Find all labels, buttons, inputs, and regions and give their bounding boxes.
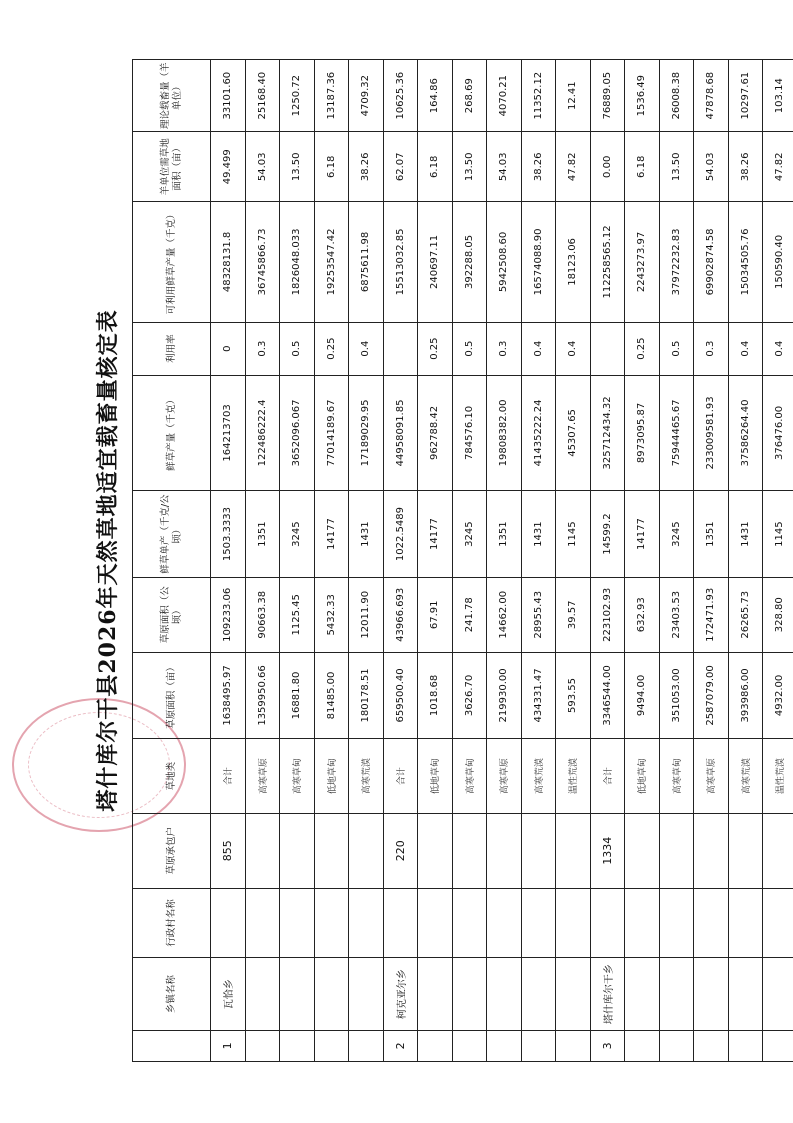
cell-area-per-unit: 13.50 xyxy=(659,132,694,202)
cell-area-ha: 241.78 xyxy=(452,577,487,652)
cell-yield-per-ha: 1431 xyxy=(349,491,384,578)
cell-area-mu: 9494.00 xyxy=(625,652,660,739)
cell-township xyxy=(418,958,453,1030)
cell-grass-type: 合计 xyxy=(211,739,246,814)
cell-utilization: 0.3 xyxy=(694,322,729,375)
cell-grass-type: 温性荒漠 xyxy=(556,739,591,814)
cell-households xyxy=(452,813,487,888)
table-row xyxy=(590,60,625,1062)
cell-township xyxy=(349,958,384,1030)
table-row xyxy=(556,60,591,1062)
header-households: 草原承包户 xyxy=(133,813,211,888)
cell-utilization: 0.25 xyxy=(625,322,660,375)
cell-area-per-unit: 38.26 xyxy=(349,132,384,202)
cell-utilization: 0.25 xyxy=(418,322,453,375)
cell-usable-yield: 240697.11 xyxy=(418,202,453,322)
cell-grass-type: 高寒草甸 xyxy=(452,739,487,814)
cell-households xyxy=(245,813,280,888)
cell-area-mu: 81485.00 xyxy=(314,652,349,739)
cell-grass-type: 温性荒漠 xyxy=(763,739,793,814)
cell-area-per-unit: 54.03 xyxy=(694,132,729,202)
cell-area-ha: 67.91 xyxy=(418,577,453,652)
cell-area-mu: 4932.00 xyxy=(763,652,793,739)
cell-total-yield: 8973095.87 xyxy=(625,375,660,491)
cell-total-yield: 233009581.93 xyxy=(694,375,729,491)
cell-township xyxy=(728,958,763,1030)
cell-village xyxy=(245,888,280,958)
cell-township xyxy=(556,958,591,1030)
cell-township xyxy=(314,958,349,1030)
cell-capacity: 164.86 xyxy=(418,60,453,132)
cell-total-yield: 962788.42 xyxy=(418,375,453,491)
header-index xyxy=(133,1030,211,1061)
cell-grass-type: 高寒草甸 xyxy=(280,739,315,814)
cell-households: 220 xyxy=(383,813,418,888)
cell-village xyxy=(659,888,694,958)
header-village: 行政村名称 xyxy=(133,888,211,958)
header-area-ha: 草原面积（公顷） xyxy=(133,577,211,652)
cell-village xyxy=(314,888,349,958)
cell-yield-per-ha: 14599.2 xyxy=(590,491,625,578)
cell-area-ha: 328.80 xyxy=(763,577,793,652)
carrying-capacity-table xyxy=(132,59,793,1062)
cell-utilization: 0.5 xyxy=(659,322,694,375)
table-row xyxy=(521,60,556,1062)
table-row xyxy=(452,60,487,1062)
cell-area-per-unit: 54.03 xyxy=(245,132,280,202)
cell-area-per-unit: 38.26 xyxy=(728,132,763,202)
cell-index xyxy=(728,1030,763,1061)
cell-capacity: 12.41 xyxy=(556,60,591,132)
cell-total-yield: 164213703 xyxy=(211,375,246,491)
cell-area-ha: 90663.38 xyxy=(245,577,280,652)
table-row xyxy=(349,60,384,1062)
cell-usable-yield: 150590.40 xyxy=(763,202,793,322)
table-row xyxy=(211,60,246,1062)
cell-village xyxy=(763,888,793,958)
cell-area-per-unit: 6.18 xyxy=(418,132,453,202)
cell-township xyxy=(521,958,556,1030)
rotated-table-sheet xyxy=(90,59,787,1062)
cell-area-mu: 593.55 xyxy=(556,652,591,739)
header-township: 乡镇名称 xyxy=(133,958,211,1030)
cell-grass-type: 合计 xyxy=(383,739,418,814)
cell-area-per-unit: 0.00 xyxy=(590,132,625,202)
cell-utilization: 0.25 xyxy=(314,322,349,375)
cell-capacity: 1536.49 xyxy=(625,60,660,132)
cell-area-mu: 219930.00 xyxy=(487,652,522,739)
cell-total-yield: 45307.65 xyxy=(556,375,591,491)
table-body xyxy=(211,60,793,1062)
header-utilization: 利用率 xyxy=(133,322,211,375)
table-row xyxy=(418,60,453,1062)
cell-yield-per-ha: 1022.5489 xyxy=(383,491,418,578)
cell-total-yield: 122486222.4 xyxy=(245,375,280,491)
cell-usable-yield: 5942508.60 xyxy=(487,202,522,322)
cell-area-ha: 12011.90 xyxy=(349,577,384,652)
cell-index xyxy=(763,1030,793,1061)
cell-households xyxy=(763,813,793,888)
cell-area-mu: 351053.00 xyxy=(659,652,694,739)
cell-area-ha: 39.57 xyxy=(556,577,591,652)
cell-index xyxy=(625,1030,660,1061)
cell-grass-type: 高寒荒漠 xyxy=(728,739,763,814)
cell-index: 1 xyxy=(211,1030,246,1061)
cell-township: 柯克亚尔乡 xyxy=(383,958,418,1030)
cell-area-mu: 3346544.00 xyxy=(590,652,625,739)
cell-grass-type: 高寒草原 xyxy=(694,739,729,814)
cell-total-yield: 77014189.67 xyxy=(314,375,349,491)
cell-households xyxy=(556,813,591,888)
cell-usable-yield: 392288.05 xyxy=(452,202,487,322)
cell-capacity: 33101.60 xyxy=(211,60,246,132)
cell-area-mu: 2587079.00 xyxy=(694,652,729,739)
header-grass-type: 草地类 xyxy=(133,739,211,814)
cell-yield-per-ha: 14177 xyxy=(625,491,660,578)
cell-utilization: 0.5 xyxy=(280,322,315,375)
cell-grass-type: 高寒草甸 xyxy=(659,739,694,814)
cell-yield-per-ha: 1145 xyxy=(763,491,793,578)
table-row xyxy=(314,60,349,1062)
cell-households xyxy=(487,813,522,888)
cell-utilization: 0.4 xyxy=(728,322,763,375)
cell-capacity: 103.14 xyxy=(763,60,793,132)
cell-township xyxy=(487,958,522,1030)
cell-total-yield: 37586264.40 xyxy=(728,375,763,491)
cell-area-mu: 1018.68 xyxy=(418,652,453,739)
cell-township xyxy=(280,958,315,1030)
cell-capacity: 76889.05 xyxy=(590,60,625,132)
cell-capacity: 10625.36 xyxy=(383,60,418,132)
cell-area-ha: 43966.693 xyxy=(383,577,418,652)
cell-village xyxy=(694,888,729,958)
table-header-row xyxy=(133,60,211,1062)
header-area-mu: 草原面积（亩） xyxy=(133,652,211,739)
cell-village xyxy=(590,888,625,958)
cell-index xyxy=(659,1030,694,1061)
cell-capacity: 1250.72 xyxy=(280,60,315,132)
cell-utilization: 0.3 xyxy=(245,322,280,375)
cell-area-mu: 393986.00 xyxy=(728,652,763,739)
cell-area-mu: 659500.40 xyxy=(383,652,418,739)
cell-yield-per-ha: 1145 xyxy=(556,491,591,578)
cell-utilization: 0.4 xyxy=(349,322,384,375)
cell-utilization xyxy=(383,322,418,375)
cell-usable-yield: 112258565.12 xyxy=(590,202,625,322)
cell-township: 塔什库尔干乡 xyxy=(590,958,625,1030)
cell-area-ha: 23403.53 xyxy=(659,577,694,652)
cell-township xyxy=(245,958,280,1030)
cell-village xyxy=(418,888,453,958)
cell-households xyxy=(625,813,660,888)
cell-village xyxy=(211,888,246,958)
table-row xyxy=(728,60,763,1062)
cell-area-ha: 26265.73 xyxy=(728,577,763,652)
cell-households xyxy=(280,813,315,888)
cell-township xyxy=(659,958,694,1030)
cell-usable-yield: 48328131.8 xyxy=(211,202,246,322)
cell-usable-yield: 69902874.58 xyxy=(694,202,729,322)
cell-area-mu: 3626.70 xyxy=(452,652,487,739)
cell-usable-yield: 6875611.98 xyxy=(349,202,384,322)
cell-village xyxy=(521,888,556,958)
cell-area-per-unit: 38.26 xyxy=(521,132,556,202)
cell-utilization xyxy=(590,322,625,375)
cell-total-yield: 3652096.067 xyxy=(280,375,315,491)
cell-utilization: 0.4 xyxy=(556,322,591,375)
cell-area-ha: 632.93 xyxy=(625,577,660,652)
cell-usable-yield: 36745866.73 xyxy=(245,202,280,322)
cell-area-per-unit: 49.499 xyxy=(211,132,246,202)
cell-households xyxy=(728,813,763,888)
cell-index xyxy=(280,1030,315,1061)
cell-index xyxy=(418,1030,453,1061)
table-row xyxy=(763,60,793,1062)
table-row xyxy=(245,60,280,1062)
cell-grass-type: 高寒草原 xyxy=(487,739,522,814)
cell-total-yield: 784576.10 xyxy=(452,375,487,491)
cell-area-ha: 109233.06 xyxy=(211,577,246,652)
header-capacity: 理论载畜量（羊单位） xyxy=(133,60,211,132)
cell-households: 1334 xyxy=(590,813,625,888)
cell-area-mu: 180178.51 xyxy=(349,652,384,739)
cell-area-ha: 1125.45 xyxy=(280,577,315,652)
document-title: 塔什库尔干县2026年天然草地适宜载畜量核定表 xyxy=(95,309,121,812)
cell-capacity: 10297.61 xyxy=(728,60,763,132)
cell-total-yield: 41435222.24 xyxy=(521,375,556,491)
cell-area-per-unit: 13.50 xyxy=(280,132,315,202)
cell-total-yield: 325712434.32 xyxy=(590,375,625,491)
cell-total-yield: 17189029.95 xyxy=(349,375,384,491)
table-row xyxy=(280,60,315,1062)
cell-households xyxy=(694,813,729,888)
cell-yield-per-ha: 3245 xyxy=(452,491,487,578)
table-row xyxy=(694,60,729,1062)
cell-yield-per-ha: 14177 xyxy=(418,491,453,578)
header-area-per-unit: 羊单位需草地面积（亩） xyxy=(133,132,211,202)
cell-index xyxy=(452,1030,487,1061)
cell-utilization: 0.3 xyxy=(487,322,522,375)
cell-households xyxy=(314,813,349,888)
cell-yield-per-ha: 1503.3333 xyxy=(211,491,246,578)
cell-township: 瓦恰乡 xyxy=(211,958,246,1030)
cell-village xyxy=(625,888,660,958)
table-row xyxy=(659,60,694,1062)
cell-yield-per-ha: 3245 xyxy=(659,491,694,578)
cell-index: 3 xyxy=(590,1030,625,1061)
cell-usable-yield: 16574088.90 xyxy=(521,202,556,322)
cell-capacity: 47878.68 xyxy=(694,60,729,132)
cell-total-yield: 19808382.00 xyxy=(487,375,522,491)
cell-yield-per-ha: 3245 xyxy=(280,491,315,578)
cell-index xyxy=(487,1030,522,1061)
table-row xyxy=(383,60,418,1062)
cell-grass-type: 高寒荒漠 xyxy=(349,739,384,814)
cell-area-per-unit: 6.18 xyxy=(314,132,349,202)
cell-utilization: 0.4 xyxy=(521,322,556,375)
cell-village xyxy=(728,888,763,958)
cell-usable-yield: 2243273.97 xyxy=(625,202,660,322)
cell-utilization: 0.5 xyxy=(452,322,487,375)
table-row xyxy=(487,60,522,1062)
cell-usable-yield: 15034505.76 xyxy=(728,202,763,322)
cell-households xyxy=(521,813,556,888)
cell-households xyxy=(418,813,453,888)
cell-area-mu: 16881.80 xyxy=(280,652,315,739)
cell-grass-type: 高寒荒漠 xyxy=(521,739,556,814)
cell-capacity: 4709.32 xyxy=(349,60,384,132)
cell-capacity: 11352.12 xyxy=(521,60,556,132)
cell-usable-yield: 1826048.033 xyxy=(280,202,315,322)
cell-township xyxy=(625,958,660,1030)
cell-total-yield: 376476.00 xyxy=(763,375,793,491)
cell-village xyxy=(280,888,315,958)
cell-village xyxy=(349,888,384,958)
cell-village xyxy=(383,888,418,958)
cell-township xyxy=(763,958,793,1030)
cell-total-yield: 75944465.67 xyxy=(659,375,694,491)
cell-area-per-unit: 54.03 xyxy=(487,132,522,202)
cell-yield-per-ha: 14177 xyxy=(314,491,349,578)
cell-grass-type: 低地草甸 xyxy=(418,739,453,814)
cell-capacity: 268.69 xyxy=(452,60,487,132)
header-total-yield: 鲜草产量（千克） xyxy=(133,375,211,491)
cell-index: 2 xyxy=(383,1030,418,1061)
cell-area-ha: 28955.43 xyxy=(521,577,556,652)
cell-area-per-unit: 47.82 xyxy=(556,132,591,202)
cell-total-yield: 44958091.85 xyxy=(383,375,418,491)
cell-yield-per-ha: 1351 xyxy=(487,491,522,578)
cell-usable-yield: 37972232.83 xyxy=(659,202,694,322)
cell-area-per-unit: 47.82 xyxy=(763,132,793,202)
cell-area-per-unit: 6.18 xyxy=(625,132,660,202)
cell-capacity: 25168.40 xyxy=(245,60,280,132)
header-yield-per-ha: 鲜草单产（千克/公顷） xyxy=(133,491,211,578)
cell-township xyxy=(452,958,487,1030)
cell-usable-yield: 15513032.85 xyxy=(383,202,418,322)
cell-usable-yield: 18123.06 xyxy=(556,202,591,322)
cell-capacity: 13187.36 xyxy=(314,60,349,132)
cell-area-ha: 223102.93 xyxy=(590,577,625,652)
cell-area-mu: 434331.47 xyxy=(521,652,556,739)
cell-utilization: 0.4 xyxy=(763,322,793,375)
cell-capacity: 4070.21 xyxy=(487,60,522,132)
cell-households: 855 xyxy=(211,813,246,888)
cell-index xyxy=(521,1030,556,1061)
cell-households xyxy=(349,813,384,888)
cell-index xyxy=(314,1030,349,1061)
cell-households xyxy=(659,813,694,888)
cell-index xyxy=(245,1030,280,1061)
cell-village xyxy=(487,888,522,958)
cell-utilization: 0 xyxy=(211,322,246,375)
cell-area-ha: 14662.00 xyxy=(487,577,522,652)
cell-index xyxy=(556,1030,591,1061)
cell-grass-type: 低地草甸 xyxy=(625,739,660,814)
cell-area-mu: 1638495.97 xyxy=(211,652,246,739)
cell-yield-per-ha: 1431 xyxy=(728,491,763,578)
cell-area-ha: 5432.33 xyxy=(314,577,349,652)
cell-area-per-unit: 62.07 xyxy=(383,132,418,202)
cell-index xyxy=(349,1030,384,1061)
cell-index xyxy=(694,1030,729,1061)
cell-village xyxy=(452,888,487,958)
cell-area-mu: 1359950.66 xyxy=(245,652,280,739)
cell-township xyxy=(694,958,729,1030)
cell-yield-per-ha: 1431 xyxy=(521,491,556,578)
cell-yield-per-ha: 1351 xyxy=(245,491,280,578)
cell-village xyxy=(556,888,591,958)
table-row xyxy=(625,60,660,1062)
cell-grass-type: 高寒草原 xyxy=(245,739,280,814)
cell-yield-per-ha: 1351 xyxy=(694,491,729,578)
cell-capacity: 26008.38 xyxy=(659,60,694,132)
cell-grass-type: 合计 xyxy=(590,739,625,814)
cell-usable-yield: 19253547.42 xyxy=(314,202,349,322)
cell-grass-type: 低地草甸 xyxy=(314,739,349,814)
cell-area-per-unit: 13.50 xyxy=(452,132,487,202)
cell-area-ha: 172471.93 xyxy=(694,577,729,652)
header-usable-yield: 可利用鲜草产量（千克） xyxy=(133,202,211,322)
